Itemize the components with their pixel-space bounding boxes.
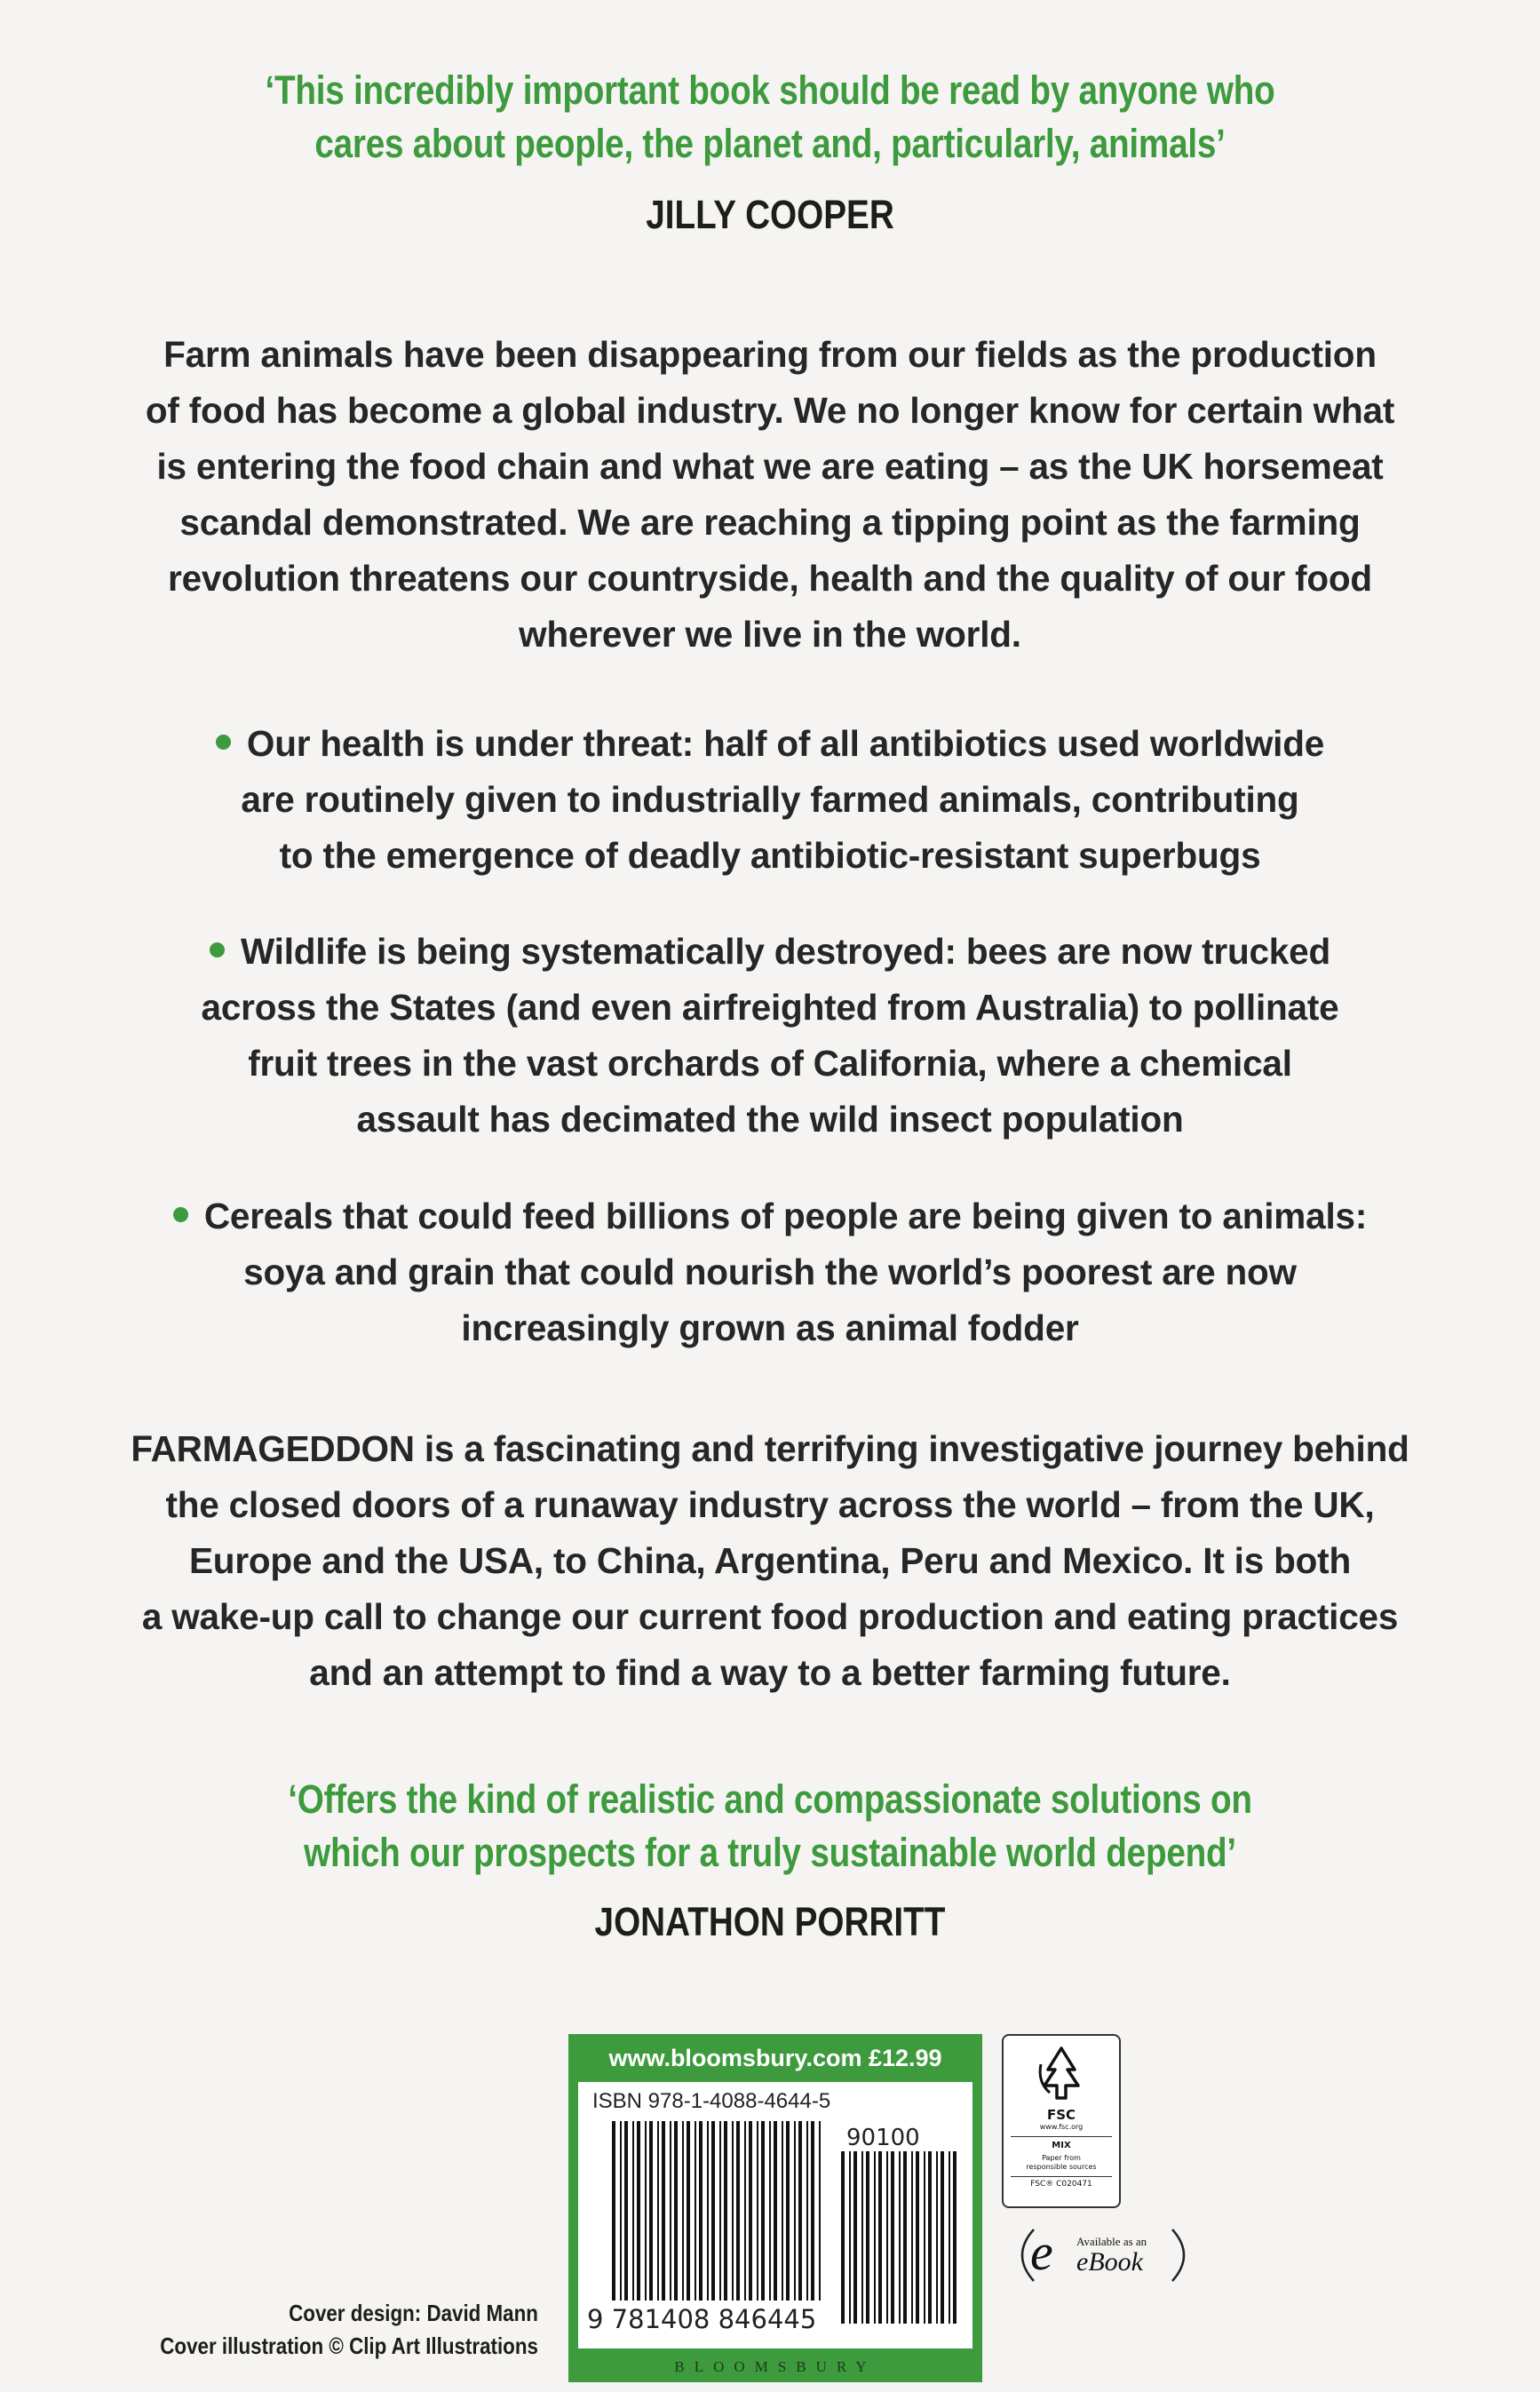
barcode-bar (674, 2121, 678, 2301)
bullet-item (0, 924, 1540, 1148)
barcode-bar (861, 2151, 863, 2324)
addon-number: 90100 (846, 2125, 920, 2151)
isbn-label: ISBN 978-1-4088-4644-5 (592, 2089, 831, 2113)
intro-line: is entering the food chain and what we are eating – as the UK horsemeat (156, 446, 1384, 487)
summary-paragraph (0, 1421, 1540, 1701)
barcode-bar (794, 2121, 796, 2301)
bottom-quote-line: ‘Offers the kind of realistic and compassionate solutions on (288, 1776, 1252, 1822)
top-quote-author: JILLY COOPER (646, 192, 894, 237)
barcode-bar (724, 2121, 727, 2301)
bullet-line: assault has decimated the wild insect population (356, 1099, 1184, 1140)
barcode-bar (853, 2151, 857, 2324)
barcode-bar (916, 2151, 919, 2324)
bullet-line: fruit trees in the vast orchards of California, where a chemical (248, 1043, 1292, 1084)
fsc-site: www.fsc.org (1039, 2123, 1084, 2131)
barcode-bar (761, 2121, 765, 2301)
barcode-bar (774, 2121, 777, 2301)
barcode-bar (924, 2151, 925, 2324)
fsc-logo (1002, 2034, 1121, 2208)
summary-line: and an attempt to find a way to a better farming future. (309, 1652, 1231, 1693)
barcode-bar (936, 2151, 938, 2324)
barcode-bar (953, 2151, 957, 2324)
bullet-line: soya and grain that could nourish the world’s poorest are now (243, 1252, 1297, 1292)
barcode-bar (949, 2151, 950, 2324)
barcode-bar (682, 2121, 684, 2301)
bullet-line: Cereals that could feed billions of people are being given to animals: (203, 1196, 1368, 1236)
barcode-panel (568, 2034, 982, 2382)
barcode-bar (941, 2151, 944, 2324)
fsc-mix: MIX (1052, 2141, 1071, 2150)
barcode-bar (744, 2121, 746, 2301)
intro-line: wherever we live in the world. (519, 614, 1021, 655)
bullet-line: to the emergence of deadly antibiotic-resistant superbugs (279, 835, 1261, 876)
barcode-bar (806, 2121, 808, 2301)
barcode-bar (769, 2121, 771, 2301)
summary-line: a wake-up call to change our current food production and eating practices (141, 1596, 1399, 1637)
publisher-name: BLOOMSBURY (674, 2358, 877, 2375)
barcode-bar (719, 2121, 721, 2301)
barcode-bar (649, 2121, 653, 2301)
barcode-bar (612, 2121, 615, 2301)
ebook-e-icon: e (1030, 2223, 1053, 2281)
bullet-line: increasingly grown as animal fodder (461, 1307, 1079, 1348)
summary-line: FARMAGEDDON is a fascinating and terrifying investigative journey behind (131, 1428, 1409, 1469)
barcode-bar (657, 2121, 659, 2301)
barcode-bar (670, 2121, 671, 2301)
top-quote-line: ‘This incredibly important book should be read by anyone who (265, 68, 1275, 113)
barcode-bar (903, 2151, 907, 2324)
barcode-area (578, 2082, 972, 2348)
fsc-paper-line: responsible sources (1026, 2163, 1097, 2171)
cover-credits (160, 2297, 538, 2363)
ebook-available-text: Available as an (1076, 2235, 1147, 2248)
barcode-bar (707, 2121, 709, 2301)
barcode-bar (928, 2151, 932, 2324)
intro-line: Farm animals have been disappearing from our fields as the production (163, 334, 1377, 375)
barcode-bar (798, 2121, 802, 2301)
top-quote (107, 64, 1432, 171)
barcode-bar (732, 2121, 734, 2301)
bullet-item (0, 1188, 1540, 1356)
summary-line: Europe and the USA, to China, Argentina, Peru and Mexico. It is both (188, 1540, 1351, 1581)
barcode-bar (811, 2121, 814, 2301)
bottom-quote (107, 1773, 1432, 1879)
barcode-bar (886, 2151, 888, 2324)
bottom-quote-line: which our prospects for a truly sustainable world depend’ (304, 1830, 1236, 1875)
ean-number: 9 781408 846445 (587, 2304, 817, 2334)
bullet-line: across the States (and even airfreighted from Australia) to pollinate (201, 987, 1339, 1028)
barcode-bar (849, 2151, 851, 2324)
barcode-bar (841, 2151, 845, 2324)
top-quote-line: cares about people, the planet and, particularly, animals’ (314, 121, 1226, 166)
barcode-bar (891, 2151, 894, 2324)
barcode-bar (819, 2121, 821, 2301)
barcode-bar (878, 2151, 882, 2324)
bullet-dot-icon (173, 1207, 188, 1222)
intro-line: scandal demonstrated. We are reaching a tipping point as the farming (179, 502, 1361, 543)
barcode-bar (757, 2121, 758, 2301)
bullet-line: Wildlife is being systematically destroyed: bees are now trucked (241, 931, 1330, 972)
barcode-bar (899, 2151, 901, 2324)
barcode-bar (736, 2121, 740, 2301)
bottom-quote-author: JONATHON PORRITT (594, 1899, 946, 1944)
intro-line: of food has become a global industry. We no longer know for certain what (145, 390, 1395, 431)
price-header: www.bloomsbury.com £12.99 (608, 2045, 942, 2071)
barcode-bar (782, 2121, 783, 2301)
bullet-dot-icon (210, 942, 225, 958)
ebook-badge (1007, 2223, 1199, 2285)
bullet-line: Our health is under threat: half of all antibiotics used worldwide (246, 723, 1325, 764)
fsc-name: FSC (1046, 2107, 1076, 2123)
barcode-bar (620, 2121, 622, 2301)
barcode-bar (662, 2121, 665, 2301)
cover-illustration-credit: Cover illustration © Clip Art Illustrations (160, 2332, 538, 2359)
barcode-bar (711, 2121, 715, 2301)
ebook-label: eBook (1076, 2247, 1143, 2277)
summary-line: the closed doors of a runaway industry across the world – from the UK, (165, 1484, 1375, 1525)
barcode-bar (695, 2121, 696, 2301)
bullet-line: are routinely given to industrially farmed animals, contributing (241, 779, 1299, 820)
barcode-bar (749, 2121, 752, 2301)
barcode-bar (911, 2151, 913, 2324)
bullet-dot-icon (216, 735, 231, 750)
barcode-bar (645, 2121, 647, 2301)
barcode-bar (687, 2121, 690, 2301)
fsc-paper-line: Paper from (1042, 2154, 1081, 2162)
intro-line: revolution threatens our countryside, health and the quality of our food (168, 558, 1372, 599)
fsc-code: FSC® C020471 (1030, 2180, 1092, 2189)
barcode-bar (786, 2121, 790, 2301)
barcode-bar (874, 2151, 876, 2324)
barcode-bar (866, 2151, 869, 2324)
cover-design-credit: Cover design: David Mann (289, 2300, 538, 2326)
intro-paragraph (0, 327, 1540, 663)
barcode-bar (637, 2121, 640, 2301)
bullet-item (0, 716, 1540, 884)
fsc-tree-icon (1030, 2043, 1092, 2105)
barcode-bar (699, 2121, 703, 2301)
barcode-bar (624, 2121, 628, 2301)
barcode-bar (632, 2121, 634, 2301)
